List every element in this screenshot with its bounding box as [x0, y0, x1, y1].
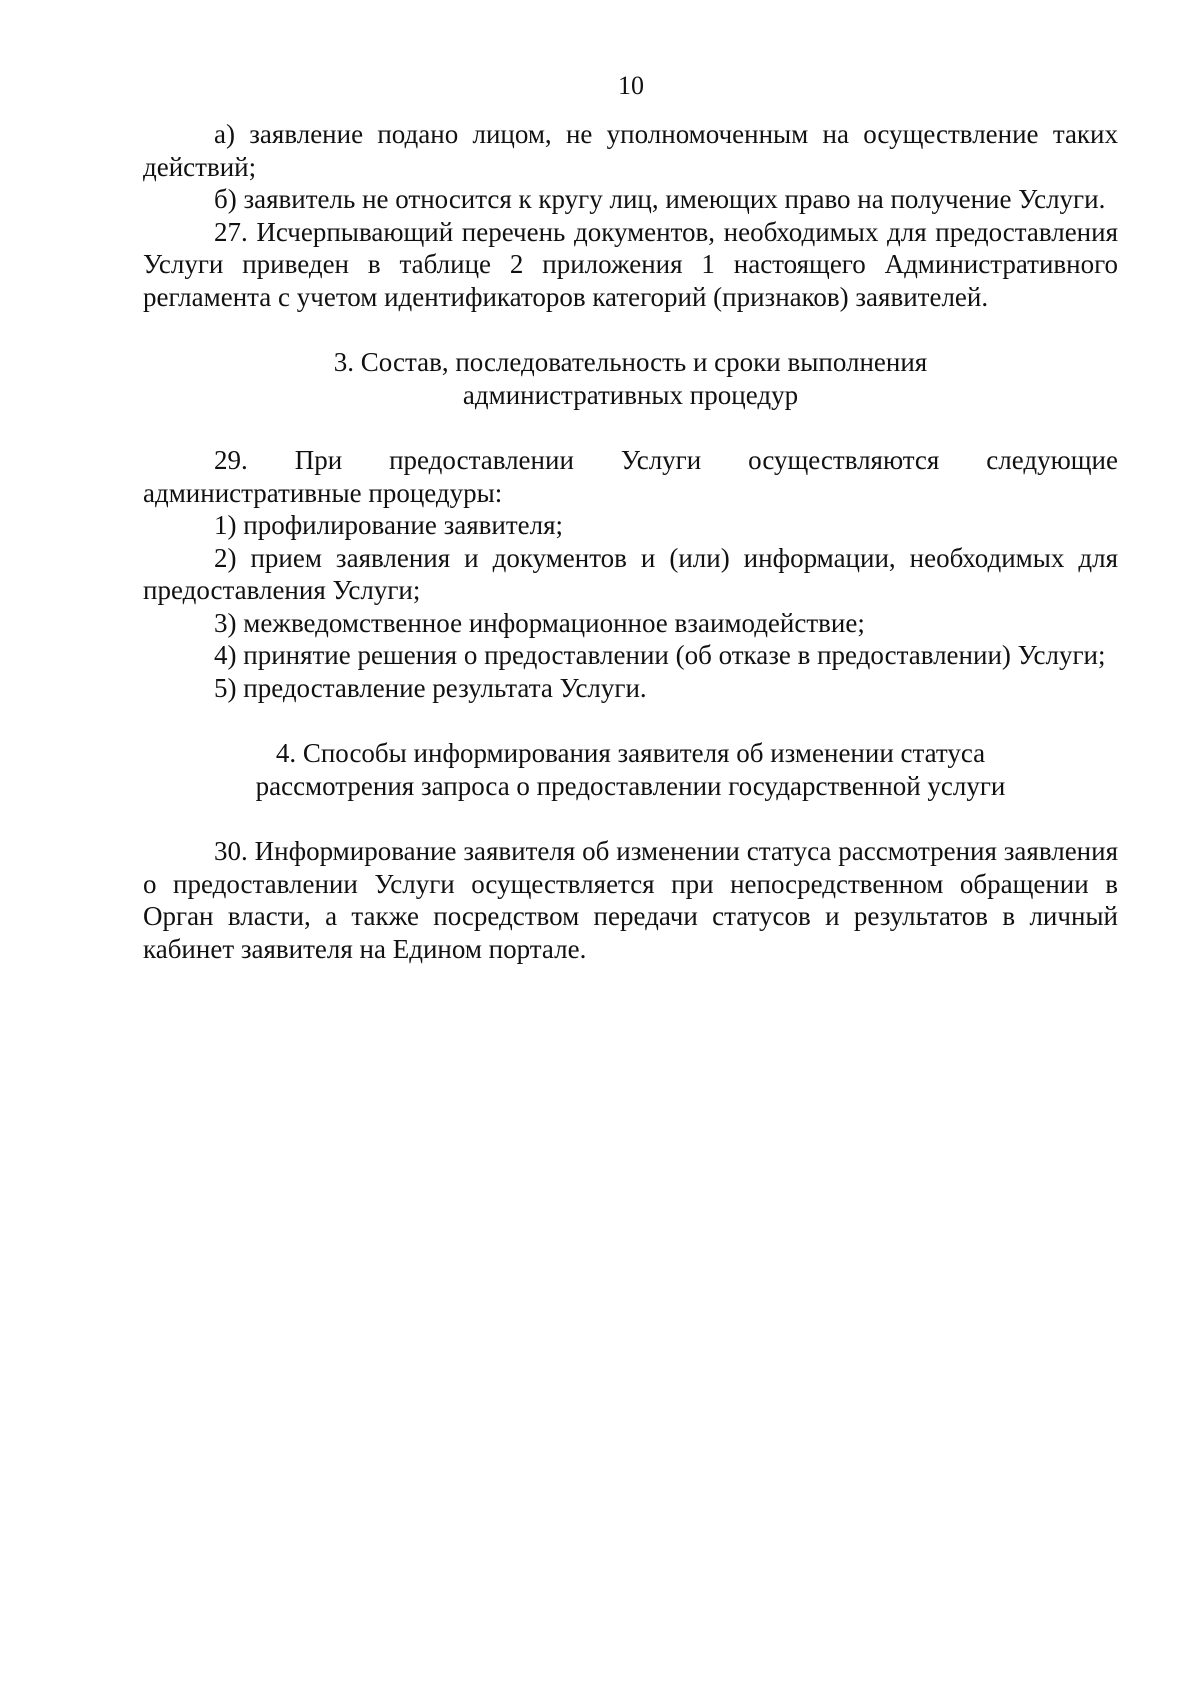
list-item-3: 3) межведомственное информационное взаимодействие;: [214, 607, 865, 638]
page-number: 10: [618, 71, 644, 100]
section-4-heading-line1: 4. Способы информирования заявителя об изменении статуса: [275, 738, 986, 768]
paragraph-item-a: а) заявление подано лицом, не уполномоченным на осуществление таких действий;: [143, 119, 1118, 182]
section-4-heading-line2: рассмотрения запроса о предоставлении государственной услуги: [255, 770, 1006, 801]
paragraph-29: 29. При предоставлении Услуги осуществляются следующие административные процедуры:: [143, 445, 1118, 508]
list-item-2: 2) прием заявления и документов и (или) информации, необходимых для предоставления Услуги;: [143, 542, 1118, 605]
section-3-heading-line1: 3. Состав, последовательность и сроки выполнения: [333, 347, 928, 377]
paragraph-27: 27. Исчерпывающий перечень документов, необходимых для предоставления Услуги приведен в таблице 2 приложения 1 настоящего Административного регламента с учетом идентификаторов категорий (признаков) заявителей.: [143, 216, 1118, 312]
section-4-heading: [143, 737, 1118, 802]
list-item-4: 4) принятие решения о предоставлении (об отказе в предоставлении) Услуги;: [214, 640, 1106, 670]
section-3-heading: [143, 346, 1118, 411]
paragraph-item-b: б) заявитель не относится к кругу лиц, имеющих право на получение Услуги.: [214, 184, 1106, 214]
list-item-1: 1) профилирование заявителя;: [214, 510, 564, 540]
list-item-5: 5) предоставление результата Услуги.: [214, 672, 647, 703]
section-3-heading-line2: административных процедур: [462, 379, 799, 410]
document-body: [143, 118, 1118, 965]
paragraph-30: 30. Информирование заявителя об изменении статуса рассмотрения заявления о предоставлении Услуги осуществляется при непосредственном обращении в Орган власти, а также посредством передачи статусов и результатов в личный кабинет заявителя на Едином портале.: [143, 836, 1118, 964]
